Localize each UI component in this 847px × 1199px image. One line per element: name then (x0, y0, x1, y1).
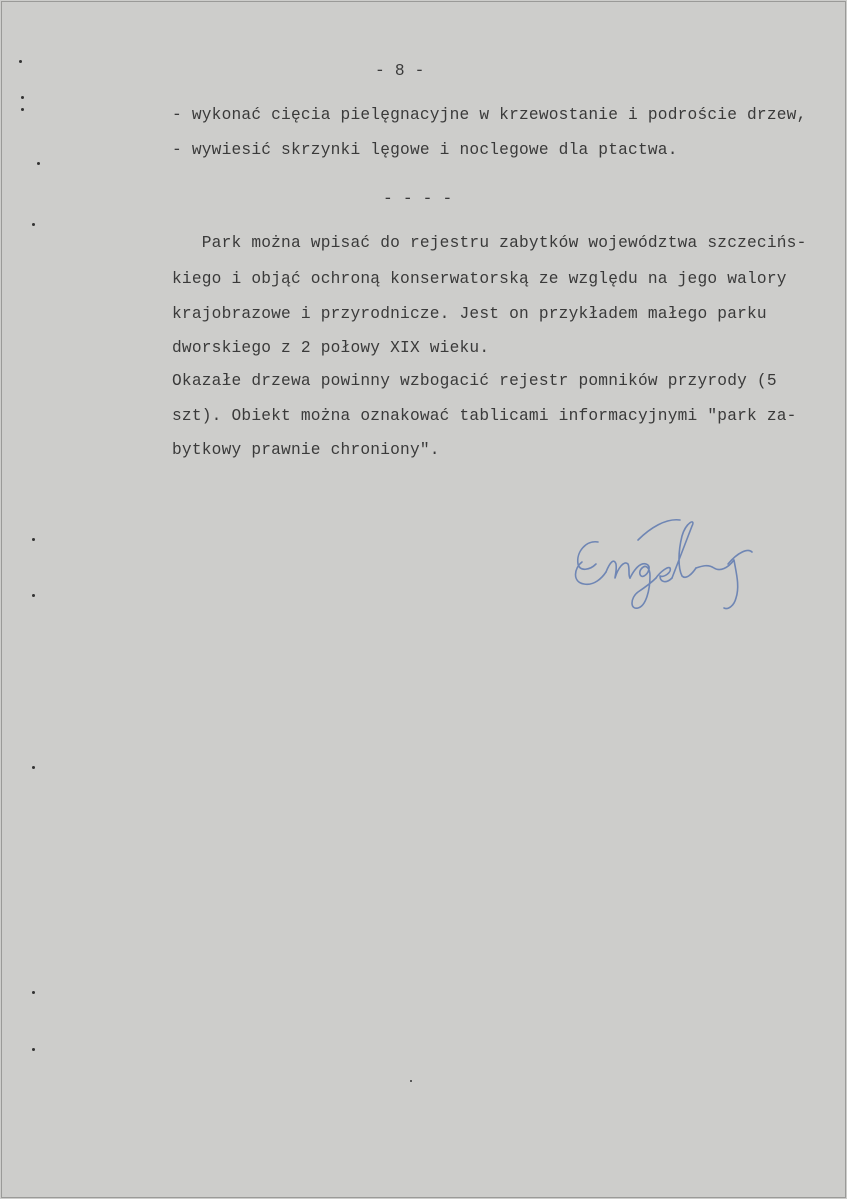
paragraph-line: Park można wpisać do rejestru zabytków województwa szczecińs- (172, 234, 807, 252)
paragraph-line: Okazałe drzewa powinny wzbogacić rejestr pomników przyrody (5 (172, 372, 777, 390)
margin-mark (19, 60, 22, 63)
paragraph-line: krajobrazowe i przyrodnicze. Jest on przykładem małego parku (172, 305, 767, 323)
margin-mark (32, 766, 35, 769)
margin-mark (410, 1080, 412, 1082)
paragraph-line: bytkowy prawnie chroniony". (172, 441, 440, 459)
margin-mark (37, 162, 40, 165)
margin-mark (21, 108, 24, 111)
paragraph-line: szt). Obiekt można oznakować tablicami informacyjnymi "park za- (172, 407, 797, 425)
margin-mark (32, 991, 35, 994)
page-number: - 8 - (375, 62, 425, 80)
section-separator: - - - - (383, 190, 453, 208)
list-item: - wywiesić skrzynki lęgowe i noclegowe dla ptactwa. (172, 141, 678, 159)
margin-mark (32, 223, 35, 226)
margin-mark (32, 1048, 35, 1051)
margin-mark (21, 96, 24, 99)
handwritten-signature (568, 512, 788, 622)
margin-mark (32, 594, 35, 597)
paragraph-line: kiego i objąć ochroną konserwatorską ze względu na jego walory (172, 270, 787, 288)
list-item: - wykonać cięcia pielęgnacyjne w krzewostanie i podroście drzew, (172, 106, 807, 124)
paragraph-line: dworskiego z 2 połowy XIX wieku. (172, 339, 490, 357)
margin-mark (32, 538, 35, 541)
